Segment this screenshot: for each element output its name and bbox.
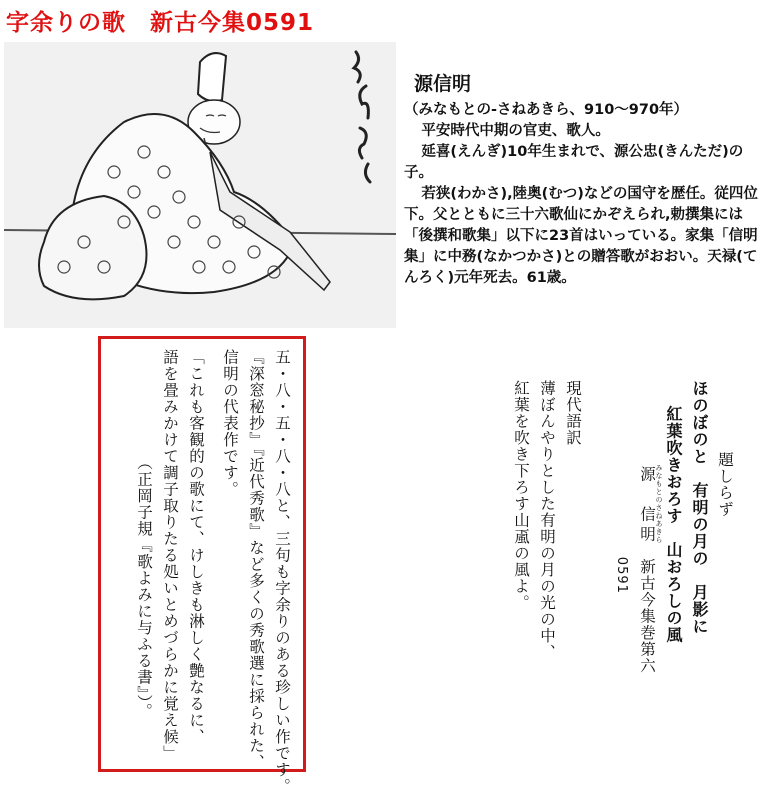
portrait-image	[4, 42, 396, 328]
author-birth: 延喜(えんぎ)10年生まれで、源公忠(きんただ)の子。	[404, 144, 744, 181]
poem-line-1: ほのぼのと 有明の月の 月影に	[690, 380, 709, 635]
poem-panel	[378, 342, 748, 762]
author-dates: （みなもとの-さねあきら、910～970年）	[404, 102, 689, 118]
poem-text	[508, 380, 738, 760]
page-title: 字余りの歌 新古今集0591	[6, 10, 315, 36]
commentary-source: （正岡子規『歌よみに与ふる書』）。	[135, 454, 153, 720]
commentary-line: 信明の代表作です。	[221, 349, 239, 498]
poem-author: 源 信明 みなもとのさねあきら 新古今集巻第六	[638, 463, 663, 674]
commentary-box	[98, 336, 306, 795]
author-biography	[404, 72, 762, 289]
author-career: 若狭(わかさ),陸奥(むつ)などの国守を歴任。従四位下。父とともに三十六歌仙にかぞえられ,勅撰集には「後撰和歌集」以下に23首はいっている。家集「信明集」に中務(なかつかさ)との贈答歌がおおい。天禄(てんろく)元年死去。61歳。	[404, 186, 758, 286]
translation-line: 薄ぼんやりとした有明の月の光の中、	[538, 380, 556, 661]
commentary-line: 『深窓秘抄』『近代秀歌』など多くの秀歌選に採られた、	[247, 349, 265, 771]
poem-source: 新古今集巻第六	[638, 558, 656, 674]
poem-heading: 題しらず	[716, 451, 734, 518]
translation-line: 紅葉を吹き下ろす山颪の風よ。	[512, 380, 530, 611]
author-reading: みなもとのさねあきら	[655, 463, 663, 544]
translation-heading: 現代語訳	[564, 380, 582, 446]
commentary-line: 「これも客観的の歌にて、けしきも淋しく艶なるに、	[187, 349, 205, 745]
commentary-line: 語を畳みかけて調子取りたる処いとめづらかに覚え候」	[161, 349, 179, 762]
author-role: 平安時代中期の官吏、歌人。	[421, 123, 610, 139]
author-name: 源信明	[414, 73, 472, 95]
commentary-text	[131, 349, 295, 795]
poem-line-2: 紅葉吹きおろす 山おろしの風	[664, 405, 683, 644]
commentary-line: 五・八・五・八・八と、三句も字余りのある珍しい作です。	[273, 349, 291, 795]
poem-number: 0591	[614, 556, 629, 594]
